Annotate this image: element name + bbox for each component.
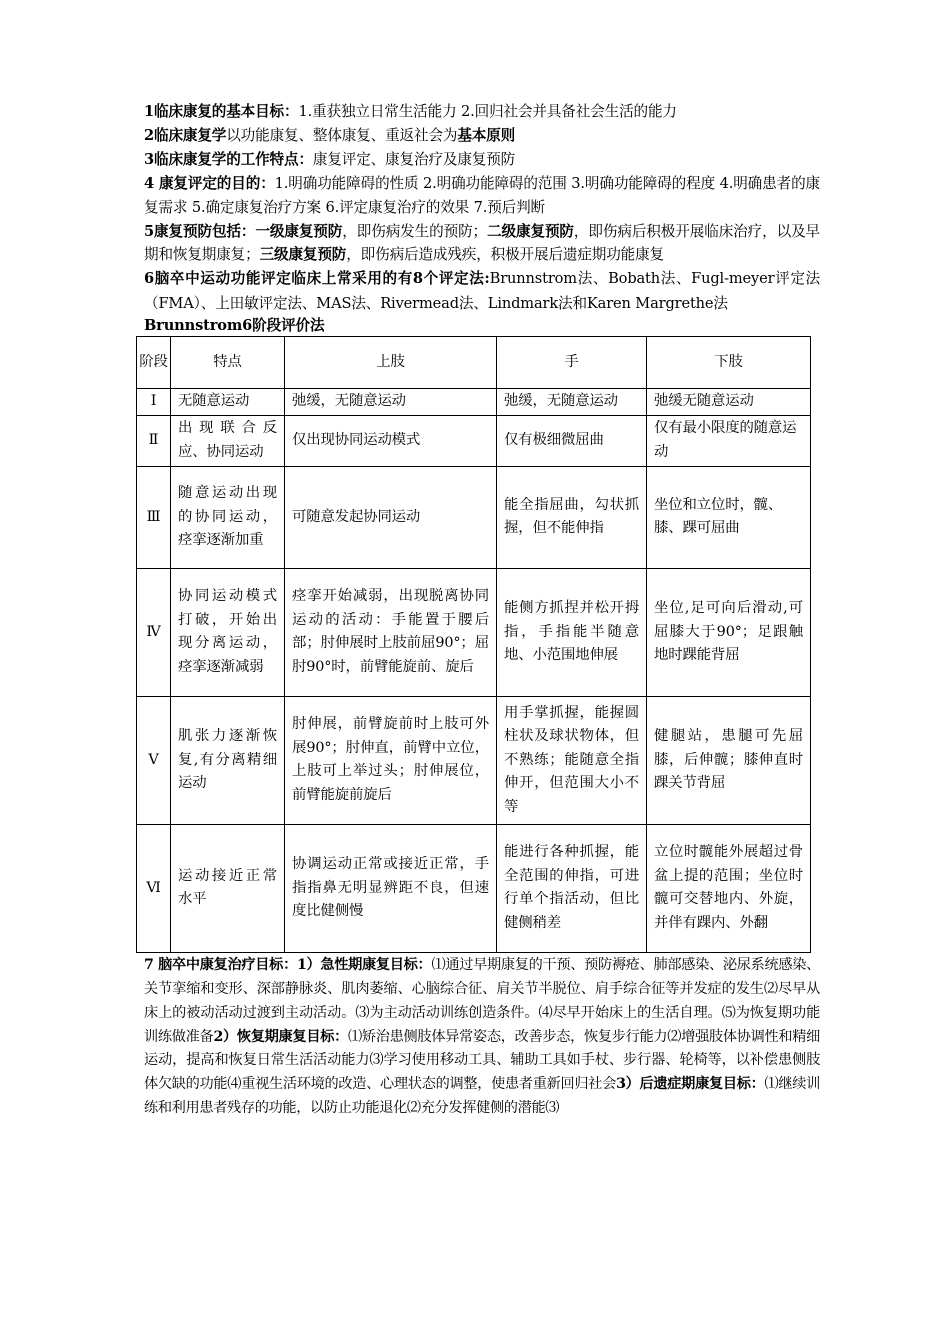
paragraph-5-title: 5康复预防包括： bbox=[144, 222, 256, 240]
table-cell: 坐位,足可向后滑动,可屈膝大于90°；足跟触地时踝能背屈 bbox=[647, 568, 811, 696]
table-cell: 健腿站，患腿可先屈膝，后伸髋；膝伸直时踝关节背屈 bbox=[647, 696, 811, 824]
paragraph-4 bbox=[144, 172, 820, 220]
paragraph-7-title: 7 脑卒中康复治疗目标： bbox=[144, 956, 297, 973]
table-cell: Ⅲ bbox=[137, 466, 171, 568]
paragraph-6 bbox=[144, 267, 820, 316]
prevention-level-3-text: ，即伤病后造成残疾，积极开展后遗症期功能康复 bbox=[346, 246, 664, 264]
table-row bbox=[137, 568, 811, 696]
recovery-phase-text: ⑴矫治患侧肢体异常姿态，改善步态，恢复步行能力⑵增强肢体协调性和精细运动，提高和恢复日常生活活动能力⑶学习使用移动工具、辅助工具如手杖、步行器、轮椅等，以补偿患侧肢体欠缺的功能⑷重视生活环境的改造、心理状态的调整，使患者重新回归社会 bbox=[144, 1028, 820, 1093]
sequela-phase-label: 3）后遗症期康复目标： bbox=[616, 1076, 765, 1093]
table-cell: 坐位和立位时，髋、膝、踝可屈曲 bbox=[647, 466, 811, 568]
prevention-level-1-text: ，即伤病发生的预防； bbox=[342, 222, 488, 240]
brunnstrom-table bbox=[136, 336, 811, 953]
paragraph-3-text: 康复评定、康复治疗及康复预防 bbox=[312, 150, 516, 168]
table-cell: 能进行各种抓握，能全范围的伸指，可进行单个指活动，但比健侧稍差 bbox=[497, 824, 647, 952]
table-cell: 协同运动模式打破，开始出现分离运动，痉挛逐渐减弱 bbox=[171, 568, 285, 696]
table-cell: 出现联合反应、协同运动 bbox=[171, 415, 285, 466]
table-row bbox=[137, 824, 811, 952]
prevention-level-1: 一级康复预防 bbox=[255, 222, 343, 240]
paragraph-2-text: 以功能康复、整体康复、重返社会为 bbox=[226, 126, 458, 144]
paragraph-3 bbox=[144, 148, 820, 172]
paragraph-5 bbox=[144, 220, 820, 268]
prevention-level-3: 三级康复预防 bbox=[259, 246, 347, 264]
paragraph-2-term: 2临床康复学 bbox=[144, 126, 227, 144]
table-caption: Brunnstrom6阶段评价法 bbox=[144, 317, 325, 335]
table-row bbox=[137, 696, 811, 824]
table-cell: Ⅵ bbox=[137, 824, 171, 952]
table-cell: Ⅴ bbox=[137, 696, 171, 824]
header-cell: 手 bbox=[497, 337, 647, 389]
table-cell: 用手掌抓握，能握圆柱状及球状物体，但不熟练；能随意全指伸开，但范围大小不等 bbox=[497, 696, 647, 824]
table-row bbox=[137, 415, 811, 466]
paragraph-2 bbox=[144, 124, 820, 148]
header-cell: 下肢 bbox=[647, 337, 811, 389]
table-cell: 协调运动正常或接近正常，手指指鼻无明显辨距不良，但速度比健侧慢 bbox=[285, 824, 497, 952]
acute-phase-text: ⑴通过早期康复的干预、预防褥疮、肺部感染、泌尿系统感染、关节挛缩和变形、深部静脉炎、肌肉萎缩、心脑综合征、肩关节半脱位、肩手综合征等并发症的发生⑵尽早从床上的被动活动过渡到主动活动。⑶为主动活动训练创造条件。⑷尽早开始床上的生活自理。⑸为恢复期功能训练做准备 bbox=[144, 956, 821, 1045]
table-cell: 弛缓无随意运动 bbox=[647, 389, 811, 416]
table-cell: 仅出现协同运动模式 bbox=[285, 415, 497, 466]
header-cell: 上肢 bbox=[285, 337, 497, 389]
table-cell: 无随意运动 bbox=[171, 389, 285, 416]
paragraph-7 bbox=[144, 954, 820, 1121]
table-row bbox=[137, 389, 811, 416]
sequela-phase-text: ⑴继续训练和利用患者残存的功能，以防止功能退化⑵充分发挥健侧的潜能⑶ bbox=[144, 1076, 820, 1117]
paragraph-2-end: 基本原则 bbox=[457, 126, 516, 144]
table-cell: 痉挛开始减弱，出现脱离协同运动的活动：手能置于腰后部；肘伸展时上肢前屈90°；屈肘90°时，前臂能旋前、旋后 bbox=[285, 568, 497, 696]
table-cell: 弛缓，无随意运动 bbox=[285, 389, 497, 416]
prevention-level-2-text: ，即伤病后积极开展临床治疗，以及早期和恢复期康复； bbox=[144, 222, 821, 264]
table-cell: 随意运动出现的协同运动，痉挛逐渐加重 bbox=[171, 466, 285, 568]
table-header-row bbox=[137, 337, 811, 389]
header-cell: 阶段 bbox=[137, 337, 171, 389]
table-cell: Ⅰ bbox=[137, 389, 171, 416]
paragraph-6-title: 6脑卒中运动功能评定临床上常采用的有8个评定法: bbox=[144, 270, 490, 288]
paragraph-1-title: 1临床康复的基本目标： bbox=[144, 103, 299, 120]
table-cell: 能侧方抓捏并松开拇指，手指能半随意地、小范围地伸展 bbox=[497, 568, 647, 696]
table-cell: 仅有最小限度的随意运动 bbox=[647, 415, 811, 466]
table-row bbox=[137, 466, 811, 568]
table-cell: 运动接近正常水平 bbox=[171, 824, 285, 952]
recovery-phase-label: 2）恢复期康复目标： bbox=[213, 1028, 348, 1045]
table-cell: 可随意发起协同运动 bbox=[285, 466, 497, 568]
paragraph-1 bbox=[144, 100, 820, 124]
document-page bbox=[139, 100, 821, 1121]
table-cell: 能全指屈曲，勾状抓握，但不能伸指 bbox=[497, 466, 647, 568]
paragraph-3-title: 3临床康复学的工作特点： bbox=[144, 150, 313, 168]
acute-phase-label: 1）急性期康复目标： bbox=[296, 956, 432, 973]
table-cell: Ⅱ bbox=[137, 415, 171, 466]
paragraph-4-title: 4 康复评定的目的： bbox=[144, 174, 275, 192]
prevention-level-2: 二级康复预防 bbox=[487, 222, 574, 240]
table-cell: 立位时髋能外展超过骨盆上提的范围；坐位时髋可交替地内、外旋，并伴有踝内、外翻 bbox=[647, 824, 811, 952]
paragraph-4-text: 1.明确功能障碍的性质 2.明确功能障碍的范围 3.明确功能障碍的程度 4.明确患者的康复需求 5.确定康复治疗方案 6.评定康复治疗的效果 7.预后判断 bbox=[144, 174, 820, 216]
table-cell: Ⅳ bbox=[137, 568, 171, 696]
table-cell: 肌张力逐渐恢复,有分离精细运动 bbox=[171, 696, 285, 824]
table-cell: 仅有极细微屈曲 bbox=[497, 415, 647, 466]
table-cell: 弛缓，无随意运动 bbox=[497, 389, 647, 416]
paragraph-1-text: 1.重获独立日常生活能力 2.回归社会并具备社会生活的能力 bbox=[298, 103, 677, 120]
paragraph-6-text: Brunnstrom法、Bobath法、Fugl-meyer评定法（FMA）、上田敏评定法、MAS法、Rivermead法、Lindmark法和Karen Margrethe法 bbox=[144, 270, 820, 312]
table-cell: 肘伸展，前臂旋前时上肢可外展90°；肘伸直，前臂中立位，上肢可上举过头；肘伸展位，前臂能旋前旋后 bbox=[285, 696, 497, 824]
header-cell: 特点 bbox=[171, 337, 285, 389]
